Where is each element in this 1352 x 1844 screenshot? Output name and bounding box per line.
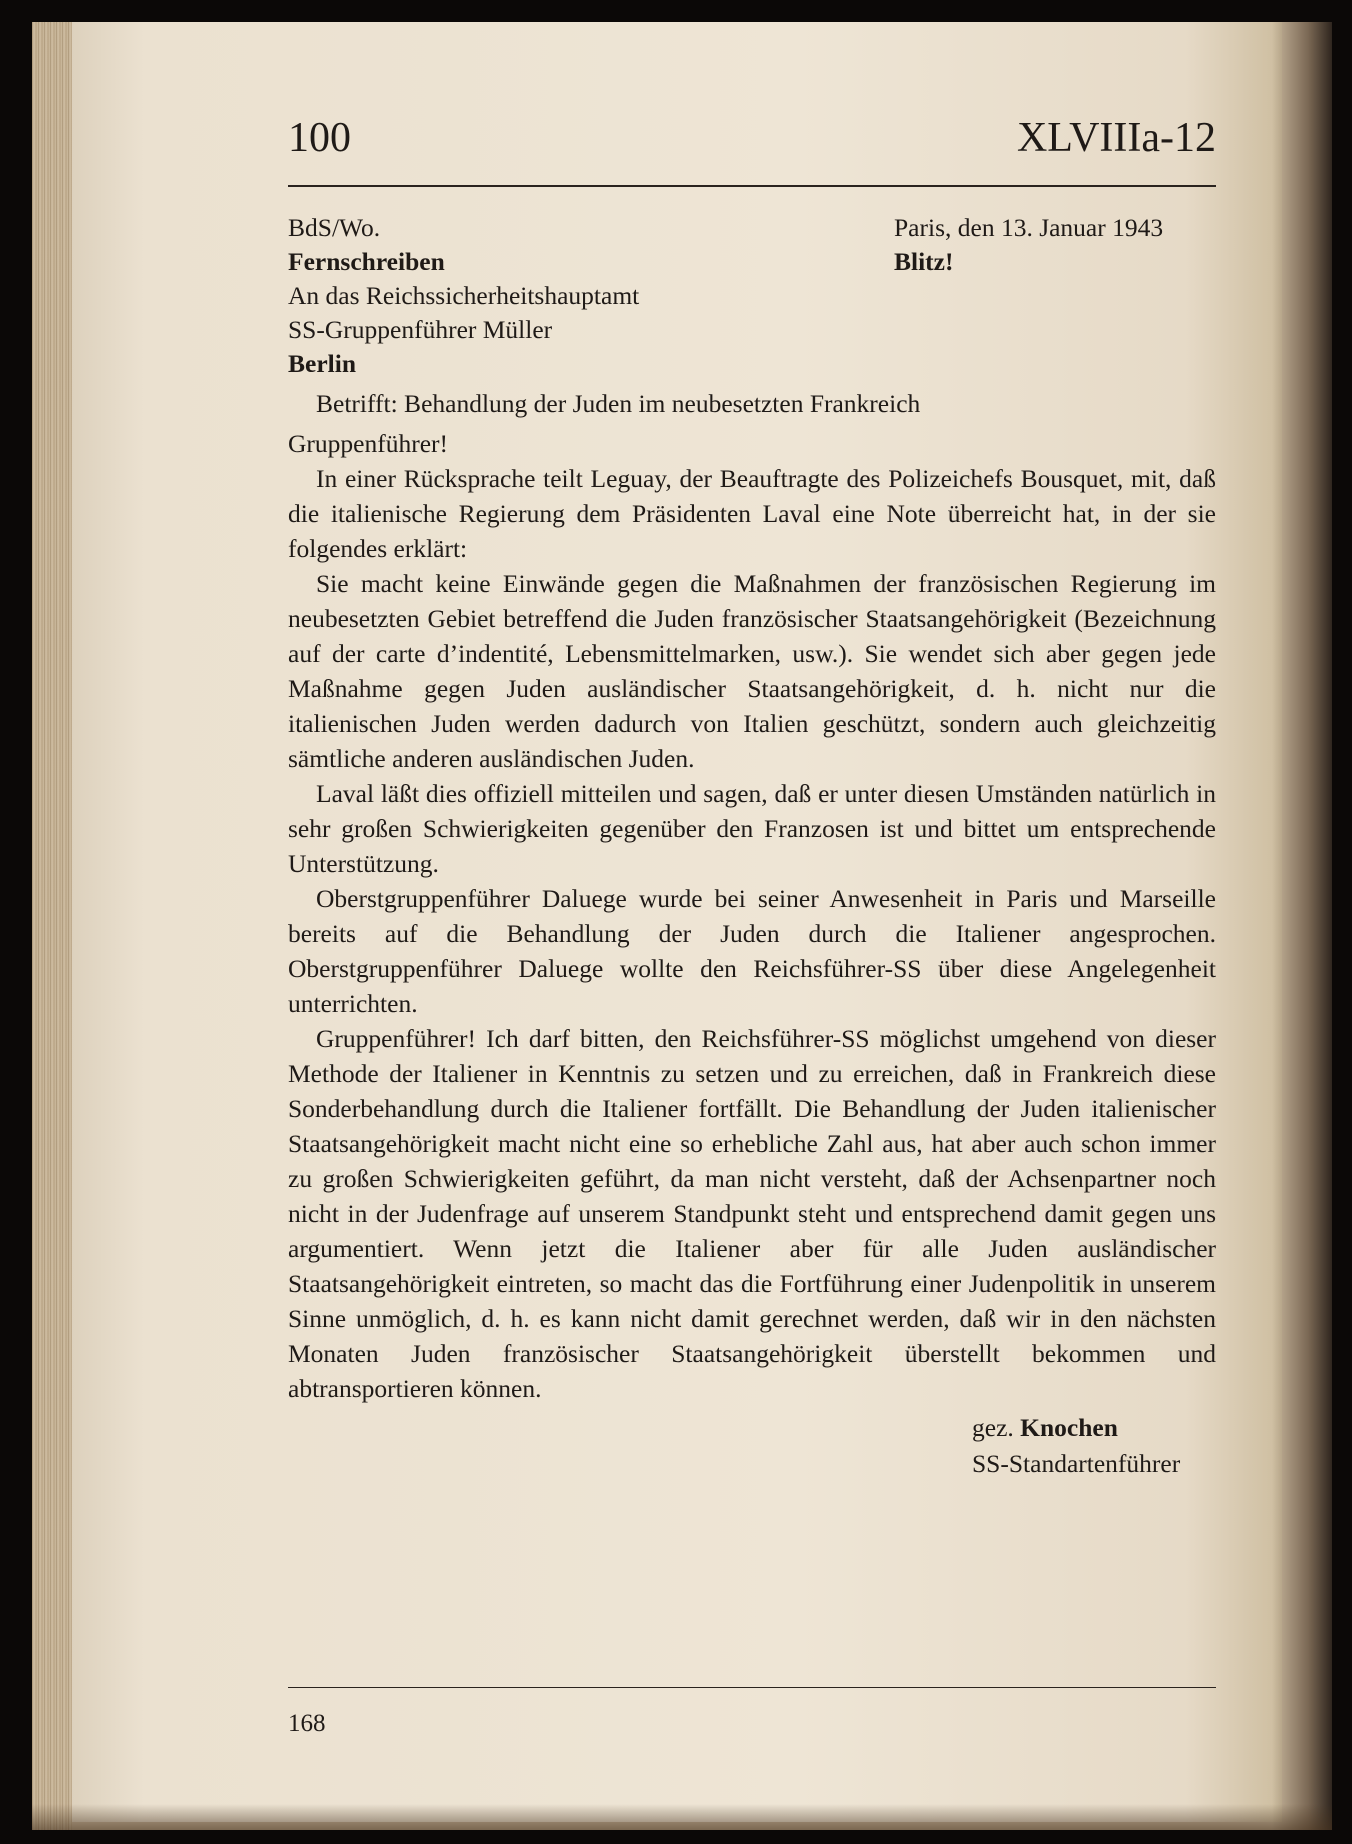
spine-shadow (1272, 22, 1332, 1830)
subject-line: Betrifft: Behandlung der Juden im neubesetzten Frankreich (316, 389, 921, 418)
meta-row-type (288, 245, 1216, 279)
recipient-city: Berlin (288, 349, 356, 378)
bottom-shadow (32, 1804, 1332, 1830)
book (32, 22, 1332, 1830)
document-page (72, 22, 1282, 1822)
page-number: 168 (288, 1710, 326, 1737)
page-edges (32, 22, 72, 1830)
priority: Blitz! (894, 247, 954, 276)
paragraph: Gruppenführer! Ich darf bitten, den Reichsführer-SS möglichst umgehend von dieser Methode der Italiener in Kenntnis zu setzen und zu erreichen, daß in Frankreich diese Sonderbehandlung durch die Italiener fortfällt. Die Behandlung der Juden italienischer Staatsangehörigkeit macht nicht eine so erhebliche Zahl aus, hat aber auch schon immer zu großen Schwierigkeiten geführt, da man nicht versteht, daß der Achsenpartner noch nicht in der Judenfrage auf unserem Standpunkt steht und entsprechend damit gegen uns argumentiert. Wenn jetzt die Italiener aber für alle Juden ausländischer Staatsangehörigkeit eintreten, so macht das die Fortführung einer Judenpolitik in unserem Sinne unmöglich, d. h. es kann nicht damit gerechnet werden, daß wir in den nächsten Monaten Juden französischer Staatsangehörigkeit überstellt bekommen und abtransportieren können. (288, 1024, 1216, 1403)
reference: BdS/Wo. (288, 213, 381, 242)
signature-line (972, 1410, 1216, 1446)
salutation: Gruppenführer! (288, 429, 449, 458)
page-content (288, 117, 1216, 1482)
letter-meta (288, 211, 1216, 381)
place-date: Paris, den 13. Januar 1943 (894, 213, 1164, 242)
message-type: Fernschreiben (288, 247, 445, 276)
document-number: 100 (288, 115, 351, 161)
signature-prefix: gez. (972, 1413, 1014, 1442)
paragraph: Oberstgruppenführer Daluege wurde bei seiner Anwesenheit in Paris und Marseille bereits auf die Behandlung der Juden durch die Italiener angesprochen. Oberstgruppenführer Daluege wollte den Reichsführer-SS über diese Angelegenheit unterrichten. (288, 884, 1216, 1018)
paragraph: In einer Rücksprache teilt Leguay, der Beauftragte des Polizeichefs Bousquet, mit, daß die italienische Regierung dem Präsidenten Laval eine Note überreicht hat, in der sie folgendes erklärt: (288, 464, 1216, 563)
meta-row-ref (288, 211, 1216, 245)
letter-body (288, 461, 1216, 1406)
paragraph: Laval läßt dies offiziell mitteilen und sagen, daß er unter diesen Umständen natürlich in sehr großen Schwierigkeiten gegenüber den Franzosen ist und bittet um entsprechende Unterstützung. (288, 779, 1216, 878)
footer-rule (288, 1687, 1216, 1688)
signature-block (972, 1410, 1216, 1482)
paragraph: Sie macht keine Einwände gegen die Maßnahmen der französischen Regierung im neubesetzten Gebiet betreffend die Juden französischer Staatsangehörigkeit (Bezeichnung auf der carte d’indentité, Lebensmittelmarken, usw.). Sie wendet sich aber gegen jede Maßnahme gegen Juden ausländischer Staatsangehörigkeit, d. h. nicht nur die italienischen Juden werden dadurch von Italien geschützt, sondern auch gleichzeitig sämtliche anderen ausländischen Juden. (288, 569, 1216, 773)
signature-name: Knochen (1020, 1413, 1118, 1442)
header-rule (288, 185, 1216, 187)
document-code: XLVIIIa-12 (1016, 115, 1216, 161)
recipient-line2: SS-Gruppenführer Müller (288, 315, 553, 344)
page-header (288, 117, 1216, 159)
recipient-line1: An das Reichssicherheitshauptamt (288, 281, 640, 310)
signature-rank: SS-Standartenführer (972, 1449, 1181, 1478)
